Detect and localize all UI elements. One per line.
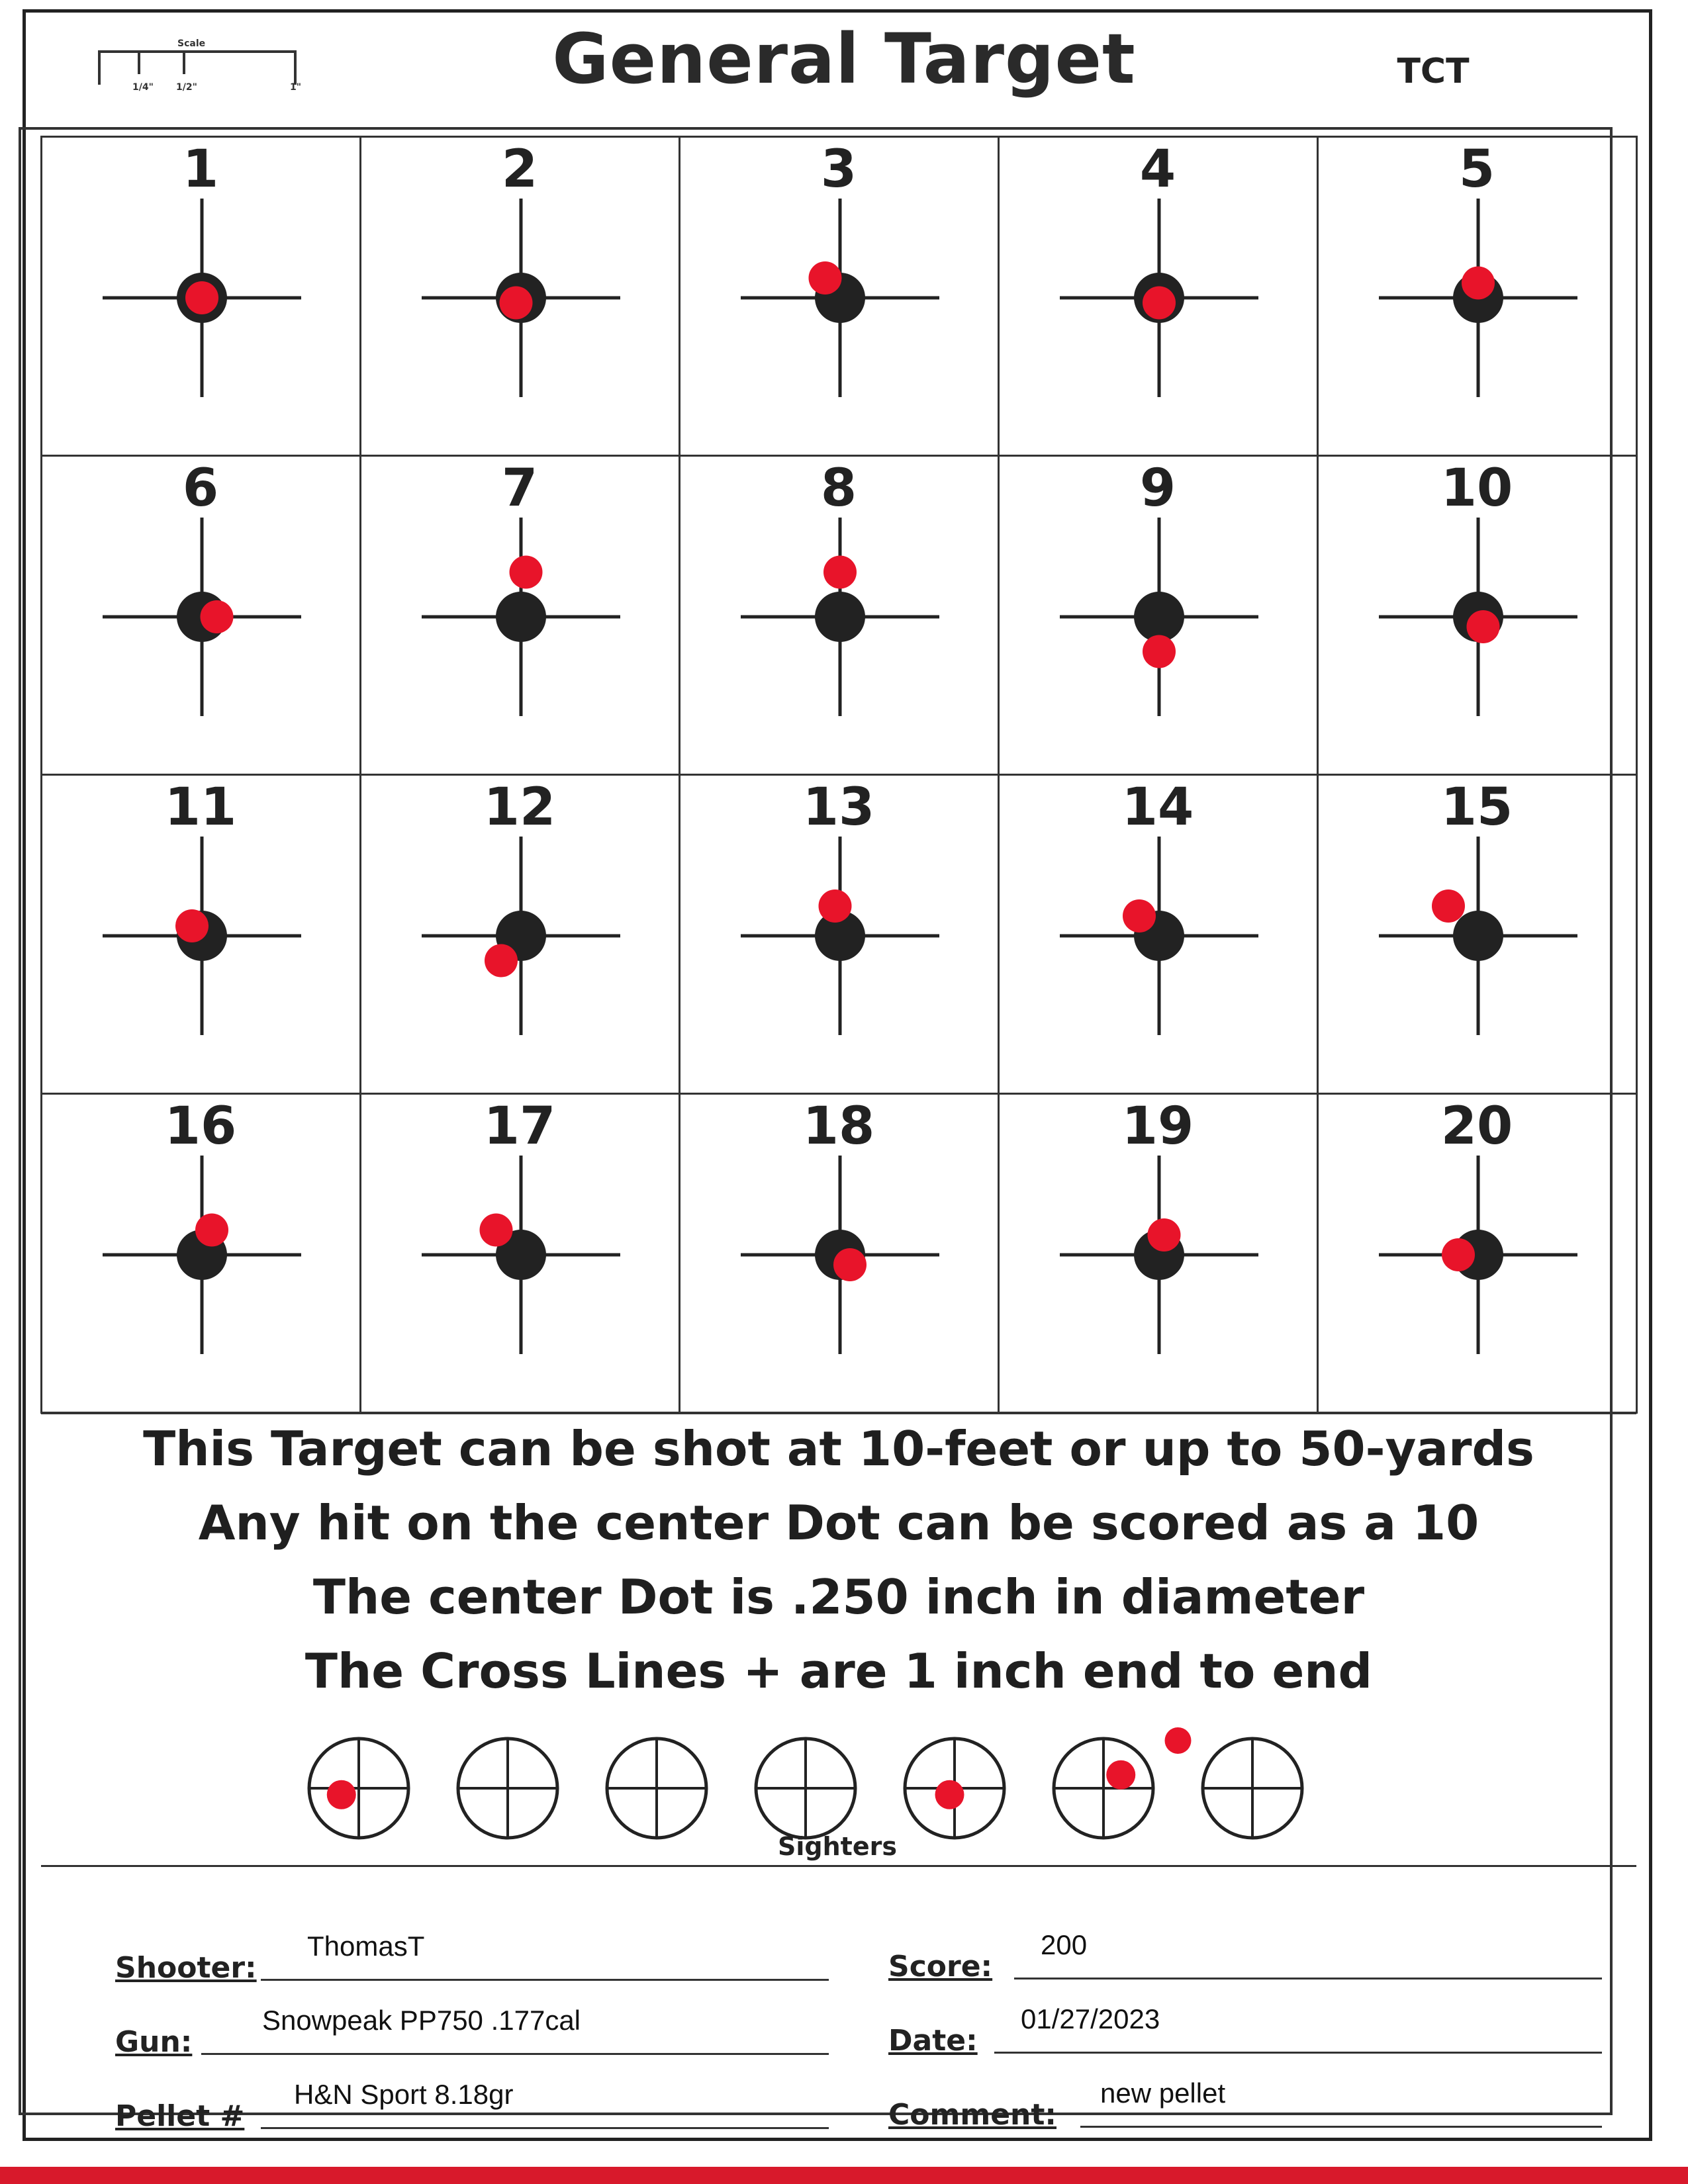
target-number: 6 — [182, 458, 219, 518]
shooter-value: ThomasT — [307, 1931, 425, 1962]
pellet-label: Pellet # — [115, 2099, 245, 2133]
target-cell[interactable] — [1317, 455, 1638, 776]
field-underline — [1080, 2126, 1602, 2128]
scale-tick — [183, 50, 185, 74]
brand-label: TCT — [1397, 52, 1470, 91]
target-number: 7 — [501, 458, 538, 518]
target-cell[interactable] — [359, 455, 680, 776]
target-grid — [41, 136, 1636, 1412]
target-crosshair — [1319, 1095, 1638, 1414]
target-crosshair — [42, 1095, 361, 1414]
page-title: General Target — [552, 19, 1136, 99]
center-dot — [496, 592, 546, 642]
gun-label: Gun: — [115, 2025, 193, 2059]
comment-value: new pellet — [1100, 2077, 1226, 2109]
pellet-hit — [823, 555, 857, 588]
score-card — [41, 1865, 1636, 2133]
target-crosshair — [680, 1095, 1000, 1414]
shooter-label: Shooter: — [115, 1951, 257, 1985]
scale-mark: 1/2" — [176, 82, 197, 93]
pellet-hit — [1432, 889, 1465, 923]
target-cell[interactable] — [1317, 1093, 1638, 1414]
shooter-field[interactable] — [115, 1907, 830, 1986]
target-number: 3 — [820, 139, 857, 199]
target-number: 15 — [1440, 777, 1513, 837]
pellet-hit — [1143, 635, 1176, 668]
target-crosshair — [680, 776, 1000, 1095]
scale-tick — [138, 50, 140, 74]
target-crosshair — [361, 1095, 680, 1414]
target-crosshair — [1319, 776, 1638, 1095]
target-number: 18 — [802, 1096, 875, 1156]
score-value: 200 — [1041, 1929, 1088, 1960]
target-crosshair — [361, 776, 680, 1095]
target-cell[interactable] — [40, 136, 361, 457]
gun-value: Snowpeak PP750 .177cal — [262, 2005, 581, 2036]
target-crosshair — [1000, 1095, 1319, 1414]
pellet-hit — [485, 944, 518, 977]
pellet-hit — [818, 889, 851, 923]
scale-mark: 1" — [290, 82, 302, 93]
comment-label: Comment: — [888, 2098, 1057, 2132]
target-cell[interactable] — [998, 774, 1319, 1095]
target-cell[interactable] — [40, 774, 361, 1095]
date-field[interactable] — [888, 1979, 1603, 2059]
rule-line: The Cross Lines + are 1 inch end to end — [305, 1643, 1373, 1699]
center-dot — [1453, 911, 1503, 961]
scale-tick — [294, 50, 297, 85]
target-cell[interactable] — [359, 774, 680, 1095]
scale-line — [98, 50, 297, 53]
target-cell[interactable] — [40, 455, 361, 776]
target-crosshair — [361, 457, 680, 776]
target-number: 8 — [820, 458, 857, 518]
rule-line: Any hit on the center Dot can be scored as a 10 — [198, 1495, 1479, 1551]
pellet-hit — [195, 1213, 228, 1246]
target-number: 5 — [1458, 139, 1495, 199]
gun-field[interactable] — [115, 1981, 830, 2060]
score-field[interactable] — [888, 1905, 1603, 1985]
field-underline — [261, 2127, 829, 2129]
score-label: Score: — [888, 1950, 993, 1983]
pellet-value: H&N Sport 8.18gr — [294, 2079, 514, 2110]
target-number: 1 — [182, 139, 219, 199]
target-number: 11 — [164, 777, 237, 837]
target-cell[interactable] — [1317, 136, 1638, 457]
bottom-red-strip — [0, 2167, 1688, 2184]
target-cell[interactable] — [998, 136, 1319, 457]
target-number: 16 — [164, 1096, 237, 1156]
target-cell[interactable] — [1317, 774, 1638, 1095]
pellet-hit — [479, 1213, 512, 1246]
scale-tick — [98, 50, 101, 85]
target-cell[interactable] — [998, 1093, 1319, 1414]
stray-hit — [1165, 1727, 1192, 1754]
pellet-hit — [175, 909, 209, 942]
target-crosshair — [680, 138, 1000, 457]
target-crosshair — [42, 138, 361, 457]
target-crosshair — [361, 138, 680, 457]
pellet-hit — [185, 281, 218, 314]
pellet-hit — [200, 600, 233, 633]
target-cell[interactable] — [998, 455, 1319, 776]
pellet-hit — [1466, 610, 1499, 643]
target-number: 4 — [1139, 139, 1176, 199]
date-value: 01/27/2023 — [1021, 2003, 1160, 2034]
target-crosshair — [1319, 138, 1638, 457]
scale-label: Scale — [177, 38, 206, 49]
scale-bar — [98, 38, 310, 105]
target-cell[interactable] — [359, 136, 680, 457]
target-crosshair — [1319, 457, 1638, 776]
target-cell[interactable] — [679, 455, 1000, 776]
pellet-hit — [1462, 266, 1495, 299]
target-number: 2 — [501, 139, 538, 199]
scale-mark: 1/4" — [132, 82, 154, 93]
target-cell[interactable] — [679, 774, 1000, 1095]
pellet-hit — [1143, 286, 1176, 319]
sighter-hit — [1106, 1760, 1135, 1790]
target-number: 14 — [1121, 777, 1194, 837]
rule-line: This Target can be shot at 10-feet or up to 50-yards — [143, 1421, 1534, 1477]
target-number: 17 — [483, 1096, 556, 1156]
target-crosshair — [42, 457, 361, 776]
target-cell[interactable] — [359, 1093, 680, 1414]
target-number: 12 — [483, 777, 556, 837]
target-number: 9 — [1139, 458, 1176, 518]
target-cell[interactable] — [679, 136, 1000, 457]
pellet-hit — [1442, 1238, 1475, 1271]
rule-line: The center Dot is .250 inch in diameter — [312, 1569, 1365, 1625]
pellet-hit — [499, 286, 532, 319]
sighter-hit — [327, 1780, 356, 1809]
pellet-hit — [1123, 899, 1156, 933]
target-crosshair — [680, 457, 1000, 776]
target-crosshair — [1000, 138, 1319, 457]
pellet-hit — [833, 1248, 867, 1281]
target-number: 20 — [1440, 1096, 1513, 1156]
target-crosshair — [1000, 776, 1319, 1095]
pellet-hit — [1147, 1218, 1180, 1251]
center-dot — [815, 592, 865, 642]
pellet-hit — [509, 555, 542, 588]
target-crosshair — [1000, 457, 1319, 776]
target-cell[interactable] — [40, 1093, 361, 1414]
sighter-hit — [935, 1780, 964, 1809]
date-label: Date: — [888, 2024, 978, 2058]
target-number: 10 — [1440, 458, 1513, 518]
target-cell[interactable] — [679, 1093, 1000, 1414]
pellet-hit — [808, 261, 841, 295]
comment-field[interactable] — [888, 2054, 1603, 2133]
target-number: 19 — [1121, 1096, 1194, 1156]
center-dot — [1134, 592, 1184, 642]
target-number: 13 — [802, 777, 875, 837]
pellet-field[interactable] — [115, 2055, 830, 2134]
target-crosshair — [42, 776, 361, 1095]
sighters-label: Sighters — [778, 1832, 897, 1861]
